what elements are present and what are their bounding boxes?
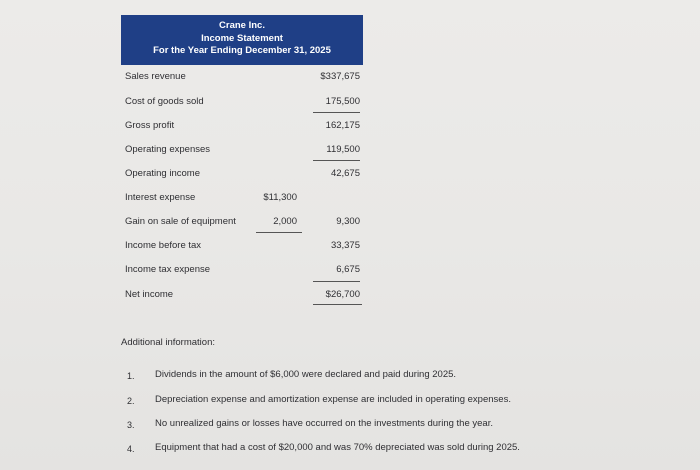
row-amount-total: 33,375 [330, 240, 360, 251]
row-label: Gain on sale of equipment [125, 216, 236, 227]
row-amount-total: 6,675 [336, 264, 360, 275]
table-row [0, 238, 700, 254]
row-amount-inner: $11,300 [263, 192, 297, 203]
row-label: Cost of goods sold [125, 96, 204, 107]
row-label: Operating expenses [125, 144, 211, 155]
row-amount-total: $337,675 [320, 71, 360, 82]
row-amount-total: 162,175 [325, 120, 360, 131]
table-row [0, 190, 700, 206]
table-row [0, 287, 700, 303]
statement-header [121, 15, 363, 65]
statement-title: Income Statement [201, 32, 283, 44]
total-double-rule [313, 304, 362, 305]
row-label: Sales revenue [125, 71, 186, 82]
statement-period: For the Year Ending December 31, 2025 [153, 45, 331, 56]
company-name: Crane Inc. [219, 20, 265, 31]
note-text: Depreciation expense and amortization expense are included in operating expenses. [155, 394, 511, 405]
table-row [0, 69, 700, 85]
row-label: Gross profit [125, 120, 175, 131]
row-amount-total: 175,500 [325, 96, 360, 107]
additional-info-heading: Additional information: [121, 337, 215, 348]
row-label: Operating income [125, 168, 200, 179]
note-text: Equipment that had a cost of $20,000 and was 70% depreciated was sold during 2025. [155, 442, 520, 453]
row-amount-total: 119,500 [326, 144, 360, 155]
table-row [0, 214, 700, 230]
note-number: 3. [127, 420, 135, 430]
note-number: 4. [127, 444, 135, 454]
table-row [0, 142, 700, 158]
row-amount-total: 42,675 [330, 168, 360, 179]
row-amount-inner: 2,000 [273, 216, 297, 227]
subtotal-rule [256, 232, 302, 233]
row-label: Interest expense [125, 192, 196, 203]
note-text: Dividends in the amount of $6,000 were declared and paid during 2025. [155, 369, 457, 380]
note-text: No unrealized gains or losses have occurred on the investments during the year. [155, 418, 493, 429]
table-row [0, 118, 700, 134]
table-row [0, 166, 700, 182]
subtotal-rule [313, 160, 360, 161]
row-amount-total: 9,300 [336, 216, 360, 227]
table-row [0, 94, 700, 110]
note-number: 2. [127, 396, 135, 406]
subtotal-rule [313, 112, 360, 113]
row-amount-total: $26,700 [325, 289, 360, 300]
note-number: 1. [127, 371, 135, 381]
row-label: Income tax expense [125, 264, 211, 275]
subtotal-rule [313, 281, 360, 282]
table-row [0, 262, 700, 278]
row-label: Net income [125, 289, 174, 300]
row-label: Income before tax [125, 240, 202, 251]
